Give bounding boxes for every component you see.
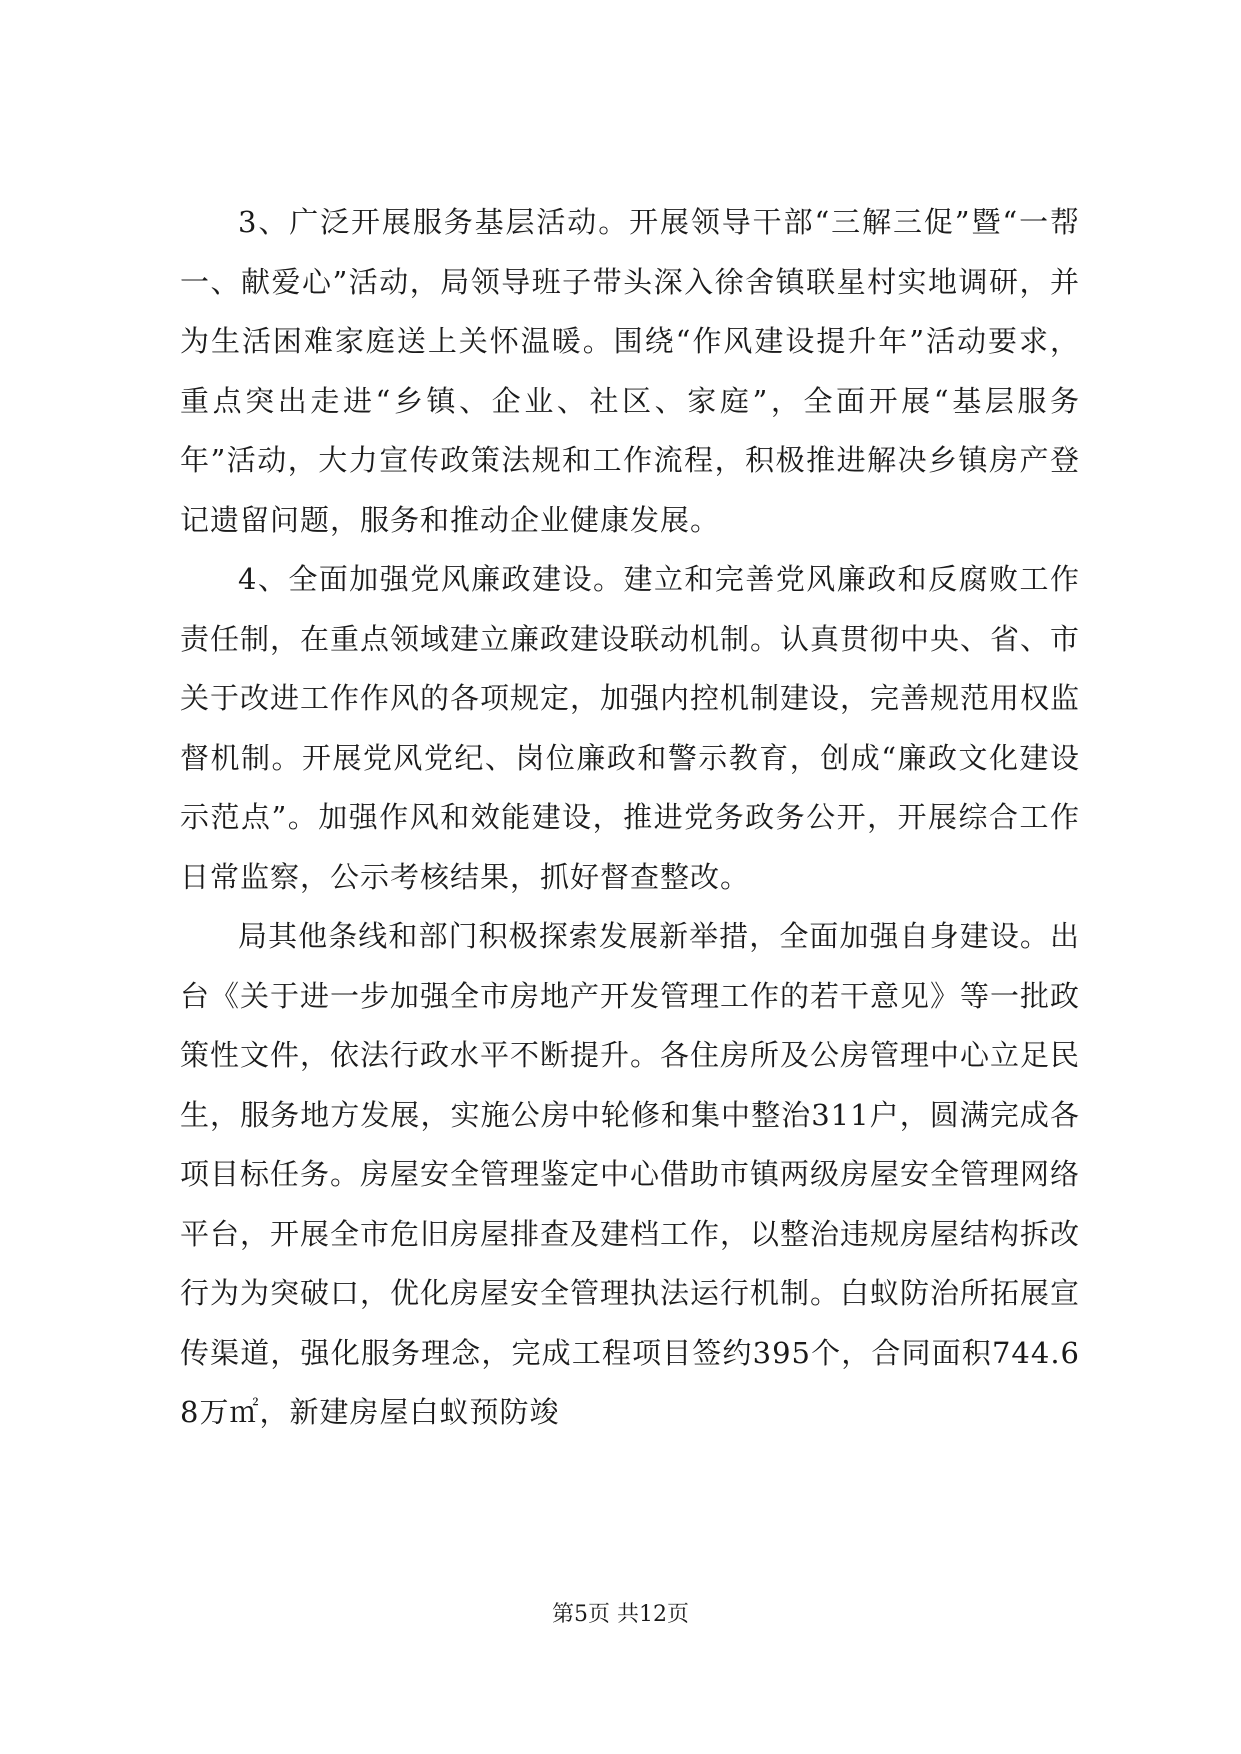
paragraph-party-integrity: 4、全面加强党风廉政建设。建立和完善党风廉政和反腐败工作责任制，在重点领域建立廉政建设联动机制。认真贯彻中央、省、市关于改进工作作风的各项规定，加强内控机制建设，完善规范用权监督机制。开展党风党纪、岗位廉政和警示教育，创成“廉政文化建设示范点”。加强作风和效能建设，推进党务政务公开，开展综合工作日常监察，公示考核结果，抓好督查整改。 <box>180 562 1081 894</box>
paragraph-other-departments: 局其他条线和部门积极探索发展新举措，全面加强自身建设。出台《关于进一步加强全市房地产开发管理工作的若干意见》等一批政策性文件，依法行政水平不断提升。各住房所及公房管理中心立足民生，服务地方发展，实施公房中轮修和集中整治311户，圆满完成各项目标任务。房屋安全管理鉴定中心借助市镇两级房屋安全管理网络平台，开展全市危旧房屋排查及建档工作，以整治违规房屋结构拆改行为为突破口，优化房屋安全管理执法运行机制。白蚁防治所拓展宣传渠道，强化服务理念，完成工程项目签约395个，合同面积744.68万㎡，新建房屋白蚁预防竣 <box>180 919 1081 1429</box>
page-number-label: 第5页 共12页 <box>552 1602 689 1627</box>
document-body <box>180 193 1080 1443</box>
paragraph-service-grassroots: 3、广泛开展服务基层活动。开展领导干部“三解三促”暨“一帮一、献爱心”活动，局领导班子带头深入徐舍镇联星村实地调研，并为生活困难家庭送上关怀温暖。围绕“作风建设提升年”活动要求，重点突出走进“乡镇、企业、社区、家庭”，全面开展“基层服务年”活动，大力宣传政策法规和工作流程，积极推进解决乡镇房产登记遗留问题，服务和推动企业健康发展。 <box>180 205 1080 537</box>
page-footer <box>0 1600 1241 1630</box>
